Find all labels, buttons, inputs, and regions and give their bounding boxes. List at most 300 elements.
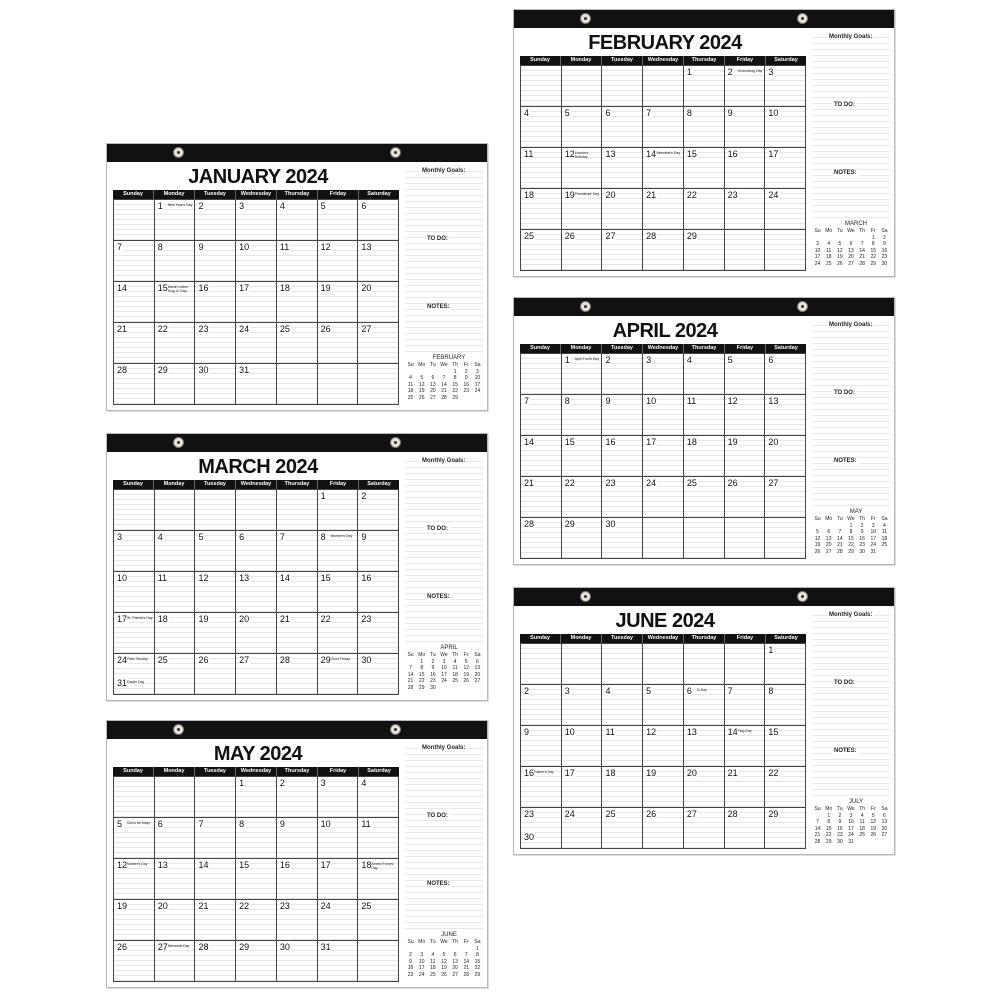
mini-day: 2	[409, 952, 412, 958]
day-cell	[318, 817, 359, 858]
mini-day	[857, 839, 868, 846]
day-number: 18	[524, 190, 535, 200]
hanging-bar	[514, 298, 894, 316]
day-cell	[358, 322, 399, 363]
weekday-header	[113, 480, 399, 489]
day-cell	[236, 240, 277, 281]
day-number: 12	[564, 149, 575, 159]
day-cell	[358, 899, 399, 940]
day-number: 24	[646, 478, 657, 488]
day-number: 4	[524, 108, 530, 118]
day-cell	[236, 363, 277, 404]
day-number: 9	[605, 396, 611, 406]
mini-day: 27	[474, 678, 481, 684]
mini-day: 28	[859, 260, 865, 267]
day-cell	[114, 489, 155, 530]
mini-day: 19	[418, 388, 425, 394]
mini-day: 13	[881, 819, 888, 825]
day-number: 16	[727, 149, 738, 159]
day-number: 6	[686, 686, 692, 696]
week-row	[114, 530, 399, 571]
day-cell	[114, 571, 155, 612]
day-number: 27	[157, 942, 168, 952]
mini-day: 1	[453, 368, 457, 375]
day-number: 28	[727, 809, 738, 819]
mini-day: 25	[825, 260, 832, 267]
day-cell	[602, 188, 643, 229]
mini-day: 21	[407, 678, 414, 684]
weekday-label: Wednesday	[643, 634, 684, 643]
mini-month-title: MAY	[849, 509, 863, 515]
calendar-may	[106, 720, 488, 988]
day-number: 3	[320, 778, 326, 788]
mini-day: 11	[881, 529, 888, 535]
day-cell	[562, 684, 603, 725]
day-cell	[562, 106, 603, 147]
holiday-note: Women's Day	[330, 534, 353, 538]
day-cell	[195, 899, 236, 940]
notes-label: NOTES:	[427, 594, 450, 600]
day-number: 28	[524, 519, 535, 529]
day-number: 14	[279, 573, 290, 583]
day-number: 11	[157, 573, 168, 583]
day-cell	[765, 353, 806, 394]
day-cell	[765, 517, 806, 558]
mini-day: 29	[825, 838, 832, 845]
day-number: 8	[686, 108, 692, 118]
day-number: 5	[646, 686, 652, 696]
day-number: 6	[361, 201, 367, 211]
day-cell	[277, 322, 318, 363]
mini-day	[879, 549, 890, 556]
mini-weekday: Sa	[474, 362, 481, 368]
week-row	[521, 807, 806, 848]
week-row	[521, 643, 806, 684]
mini-day: 7	[860, 241, 864, 247]
day-cell	[684, 725, 725, 766]
day-number: 4	[279, 201, 285, 211]
day-cell	[765, 188, 806, 229]
mini-day: 28	[463, 971, 470, 978]
mini-day: 25	[430, 971, 436, 978]
mini-day: 30	[881, 260, 888, 267]
month-title: JANUARY 2024	[188, 166, 328, 188]
day-cell	[602, 684, 643, 725]
day-cell	[195, 199, 236, 240]
mini-day: 25	[881, 542, 888, 548]
day-number: 29	[564, 519, 575, 529]
day-number: 27	[686, 809, 697, 819]
day-cell	[521, 643, 562, 684]
day-cell	[643, 394, 684, 435]
mini-weekday: Tu	[430, 939, 436, 945]
day-number: 19	[117, 901, 128, 911]
day-cell	[318, 240, 359, 281]
mini-weekday: Mo	[418, 652, 426, 658]
mini-day: 26	[837, 260, 843, 267]
mini-day: 3	[442, 658, 446, 665]
holiday-note: Easter Day	[127, 680, 145, 684]
mini-day: 6	[827, 529, 831, 535]
day-cell	[195, 240, 236, 281]
day-cell	[277, 281, 318, 322]
day-cell	[725, 229, 766, 270]
day-cell	[195, 363, 236, 404]
mini-day: 5	[420, 375, 424, 381]
day-number: 2	[198, 201, 204, 211]
day-cell	[358, 940, 399, 981]
hanging-bar	[514, 588, 894, 606]
holiday-note: Valentine's Day	[656, 151, 681, 155]
mini-weekday: Tu	[430, 362, 436, 368]
week-row	[114, 776, 399, 817]
weekday-label: Friday	[725, 56, 766, 65]
weekday-label: Thursday	[684, 56, 725, 65]
day-number: 3	[117, 532, 123, 542]
day-number: 20	[768, 437, 779, 447]
day-cell	[318, 199, 359, 240]
day-cell	[277, 489, 318, 530]
day-number: 23	[198, 324, 209, 334]
mini-day: 19	[441, 965, 447, 971]
mini-weekday: Th	[859, 228, 866, 234]
holiday-note: St. Patrick's Day	[127, 616, 153, 620]
mini-day	[450, 685, 461, 692]
day-cell	[195, 776, 236, 817]
day-number: 7	[279, 532, 285, 542]
weeks	[113, 776, 399, 982]
day-number: 25	[157, 655, 168, 665]
holiday-note: Cinco de Mayo	[127, 821, 151, 825]
mini-day: 5	[816, 529, 819, 535]
mini-day: 23	[859, 542, 865, 548]
week-row	[114, 940, 399, 981]
week-row	[521, 517, 806, 558]
holiday-note: New Year's Day	[167, 203, 193, 207]
grommet-icon	[580, 13, 591, 24]
holiday-note: April Fool's Day	[574, 357, 600, 361]
day-number: 8	[157, 242, 163, 252]
notes-sidebar	[405, 456, 483, 696]
mini-day: 9	[431, 665, 435, 671]
day-cell	[195, 940, 236, 981]
day-number: 13	[361, 242, 372, 252]
mini-day: 12	[441, 958, 447, 965]
mini-day: 4	[883, 522, 886, 529]
day-number: 25	[361, 901, 372, 911]
day-number: 24	[768, 190, 779, 200]
mini-weekday: Fr	[463, 362, 469, 368]
day-cell	[521, 394, 562, 435]
mini-weekday: Mo	[418, 939, 426, 945]
mini-day: 3	[420, 952, 424, 958]
day-cell	[602, 353, 643, 394]
day-number: 19	[727, 437, 738, 447]
mini-day: 11	[430, 958, 436, 965]
holiday-note: Groundhog Day	[737, 69, 763, 73]
day-number: 8	[564, 396, 570, 406]
mini-day: 26	[870, 832, 877, 838]
day-number: 28	[646, 231, 657, 241]
day-number: 18	[361, 860, 372, 870]
day-cell	[725, 435, 766, 476]
day-cell	[277, 940, 318, 981]
holiday-note: Palm Sunday	[127, 657, 148, 661]
day-cell	[114, 940, 155, 981]
day-number: 25	[279, 324, 290, 334]
mini-weekday: Sa	[881, 516, 888, 522]
weekday-label: Friday	[725, 634, 766, 643]
day-cell	[236, 571, 277, 612]
day-number: 12	[198, 573, 209, 583]
mini-day: 15	[870, 247, 877, 254]
todo-label: TO DO:	[427, 813, 448, 819]
day-number: 6	[157, 819, 163, 829]
mini-day: 4	[860, 812, 864, 819]
monthly-goals-label: Monthly Goals:	[422, 458, 466, 464]
day-cell	[765, 435, 806, 476]
day-cell	[684, 65, 725, 106]
mini-day: 4	[827, 241, 831, 247]
day-cell	[277, 240, 318, 281]
mini-weekday: Fr	[870, 516, 876, 522]
mini-weekday: We	[440, 362, 448, 368]
mini-day: 2	[464, 368, 468, 375]
day-number: 17	[117, 614, 128, 624]
mini-day: 13	[474, 665, 481, 671]
day-cell	[643, 435, 684, 476]
week-row	[521, 476, 806, 517]
day-cell	[114, 322, 155, 363]
day-cell	[725, 517, 766, 558]
notes-sidebar	[812, 610, 890, 850]
mini-day: 13	[430, 381, 436, 388]
mini-day: 28	[441, 394, 447, 401]
mini-weekday: We	[847, 806, 855, 812]
day-number: 19	[646, 768, 657, 778]
day-number: 17	[768, 149, 779, 159]
day-cell	[602, 147, 643, 188]
grommet-icon	[580, 591, 591, 602]
day-number: 2	[605, 355, 611, 365]
day-number: 7	[117, 242, 123, 252]
holiday-note: D-Day	[696, 688, 707, 692]
mini-day: 14	[407, 671, 414, 678]
monthly-goals-label: Monthly Goals:	[829, 34, 873, 40]
day-number: 10	[768, 108, 779, 118]
mini-day: 3	[871, 522, 875, 529]
day-number: 9	[524, 727, 530, 737]
grommet-icon	[173, 147, 184, 158]
day-number: 4	[361, 778, 367, 788]
day-cell	[318, 489, 359, 530]
mini-day: 27	[848, 260, 854, 267]
day-cell	[114, 363, 155, 404]
mini-day: 20	[474, 671, 481, 678]
day-number: 22	[320, 614, 331, 624]
mini-day: 13	[848, 247, 854, 254]
day-number: 22	[239, 901, 250, 911]
notes-label: NOTES:	[834, 170, 857, 176]
day-number: 27	[239, 655, 250, 665]
grommet-icon	[390, 724, 401, 735]
mini-month-grid	[812, 228, 890, 267]
weekday-label: Tuesday	[602, 634, 643, 643]
mini-day: 24	[418, 971, 425, 978]
day-cell	[358, 653, 399, 694]
weekday-label: Wednesday	[236, 767, 277, 776]
day-cell	[236, 489, 277, 530]
holiday-note: Father's Day	[534, 770, 554, 774]
day-number: 22	[564, 478, 575, 488]
day-number: 1	[768, 645, 774, 655]
weekday-label: Wednesday	[643, 344, 684, 353]
month-grid	[113, 480, 399, 695]
mini-day: 14	[814, 825, 821, 832]
day-cell	[155, 240, 196, 281]
holiday-note: Good Friday	[330, 657, 350, 661]
day-cell	[195, 612, 236, 653]
day-number: 15	[239, 860, 250, 870]
day-number: 7	[646, 108, 652, 118]
mini-day: 15	[848, 535, 854, 542]
mini-day: 18	[881, 535, 888, 542]
week-row	[521, 229, 806, 270]
day-cell	[155, 653, 196, 694]
todo-label: TO DO:	[427, 236, 448, 242]
mini-day: 24	[814, 260, 821, 267]
weekday-label: Saturday	[367, 481, 391, 487]
day-number: 10	[646, 396, 657, 406]
day-cell	[318, 612, 359, 653]
day-number: 10	[117, 573, 128, 583]
mini-day: 19	[814, 542, 821, 548]
week-row	[521, 353, 806, 394]
grommet-icon	[797, 301, 808, 312]
mini-day: 27	[452, 971, 458, 978]
day-number: 31	[239, 365, 250, 375]
mini-day: 23	[407, 971, 414, 978]
month-grid	[520, 56, 806, 271]
monthly-goals-label: Monthly Goals:	[829, 322, 873, 328]
week-row	[114, 322, 399, 363]
day-cell	[643, 807, 684, 848]
week-row	[114, 858, 399, 899]
mini-month-title: JULY	[848, 799, 864, 805]
weekday-label: Monday	[561, 56, 602, 65]
day-cell	[725, 643, 766, 684]
mini-calendar-next-month	[812, 798, 890, 850]
day-cell	[602, 725, 643, 766]
mini-day: 19	[463, 671, 470, 678]
day-cell	[684, 106, 725, 147]
day-number: 15	[686, 149, 697, 159]
mini-day: 20	[825, 542, 832, 548]
mini-day: 23	[463, 388, 470, 394]
mini-day: 23	[430, 678, 436, 684]
day-cell	[684, 394, 725, 435]
day-number: 14	[727, 727, 738, 737]
weekday-label: Monday	[154, 190, 195, 199]
day-cell	[236, 281, 277, 322]
mini-weekday: Tu	[837, 516, 843, 522]
day-number: 17	[564, 768, 575, 778]
day-cell	[725, 766, 766, 807]
mini-day: 27	[825, 548, 832, 555]
week-row	[114, 199, 399, 240]
day-number: 30	[605, 519, 616, 529]
day-number: 1	[320, 491, 326, 501]
mini-day: 24	[870, 542, 877, 548]
day-cell	[155, 899, 196, 940]
weekday-label: Monday	[561, 344, 602, 353]
mini-day: 6	[476, 658, 479, 665]
mini-month-grid	[812, 806, 890, 845]
mini-day: 16	[837, 825, 843, 832]
day-cell	[643, 65, 684, 106]
day-number: 13	[768, 396, 779, 406]
mini-weekday: Th	[859, 806, 866, 812]
day-cell	[562, 643, 603, 684]
mini-day: 7	[464, 952, 468, 958]
day-cell	[562, 229, 603, 270]
day-number: 8	[320, 532, 326, 542]
mini-day	[879, 839, 890, 846]
day-number: 22	[157, 324, 168, 334]
monthly-goals-label: Monthly Goals:	[829, 612, 873, 618]
day-number: 26	[198, 655, 209, 665]
day-cell	[765, 229, 806, 270]
mini-day: 25	[452, 678, 458, 684]
week-row	[521, 435, 806, 476]
month-title: JUNE 2024	[615, 610, 715, 632]
day-number: 11	[605, 727, 615, 737]
day-cell	[236, 322, 277, 363]
day-number: 4	[686, 355, 692, 365]
week-row	[114, 489, 399, 530]
mini-day: 21	[463, 965, 470, 971]
mini-weekday: Su	[407, 362, 414, 368]
weekday-label: Saturday	[774, 57, 798, 63]
mini-day: 5	[442, 952, 446, 958]
day-number: 22	[686, 190, 697, 200]
mini-day: 7	[442, 375, 446, 381]
month-grid	[520, 344, 806, 559]
day-number: 12	[320, 242, 331, 252]
monthly-goals-label: Monthly Goals:	[422, 745, 466, 751]
day-number: 13	[605, 149, 616, 159]
day-cell	[277, 363, 318, 404]
day-cell	[562, 807, 603, 848]
day-cell	[358, 489, 399, 530]
day-cell	[765, 106, 806, 147]
day-cell	[318, 858, 359, 899]
mini-weekday: Tu	[430, 652, 436, 658]
day-number: 2	[524, 686, 530, 696]
day-number: 11	[524, 149, 534, 159]
mini-day: 1	[420, 658, 424, 665]
mini-day: 1	[849, 522, 853, 529]
day-cell	[521, 229, 562, 270]
mini-day: 30	[837, 838, 843, 845]
mini-day: 12	[463, 665, 470, 671]
day-cell	[643, 684, 684, 725]
mini-day: 17	[814, 254, 821, 260]
notes-sidebar	[405, 166, 483, 406]
day-number: 4	[157, 532, 163, 542]
day-number: 25	[524, 231, 535, 241]
day-cell	[277, 776, 318, 817]
